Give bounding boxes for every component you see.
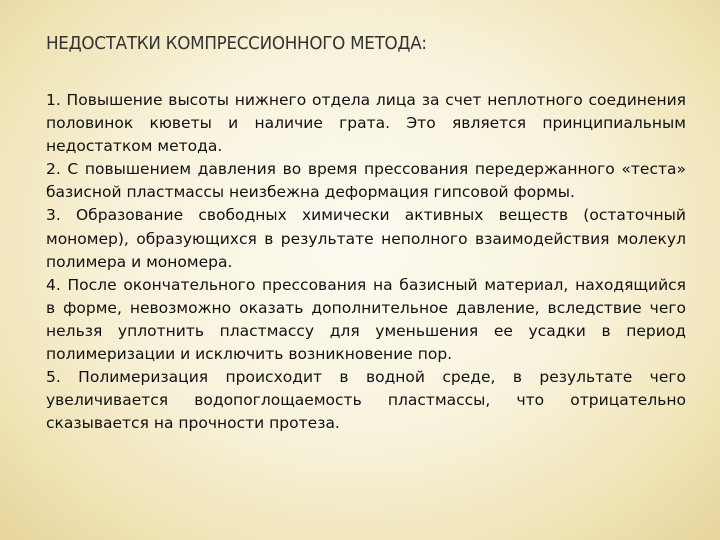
paragraph-1: 1. Повышение высоты нижнего отдела лица за счет неплотного соединения половинок кюветы и наличие грата. Это является принципиальным недостатком метода. <box>46 91 686 156</box>
paragraph-2: 2. С повышением давления во время прессования передержанного «теста» базисной пластмассы неизбежна деформация гипсовой формы. <box>46 160 686 202</box>
paragraph-3: 3. Образование свободных химически активных веществ (остаточный мономер), образующихся в результате неполного взаимодействия молекул полимера и мономера. <box>46 206 686 271</box>
paragraph-4: 4. После окончательного прессования на базисный материал, находящийся в форме, невозможно оказать дополнительное давление, вследствие чего нельзя уплотнить пластмассу для уменьшения ее усадки в период полимеризации и исключить возникновение пор. <box>46 275 686 364</box>
slide-title: НЕДОСТАТКИ КОМПРЕССИОННОГО МЕТОДА: <box>46 33 427 54</box>
paragraph-5: 5. Полимеризация происходит в водной среде, в результате чего увеличивается водопоглощаемость пластмассы, что отрицательно сказывается на прочности протеза. <box>46 368 686 433</box>
slide-body <box>46 89 686 529</box>
